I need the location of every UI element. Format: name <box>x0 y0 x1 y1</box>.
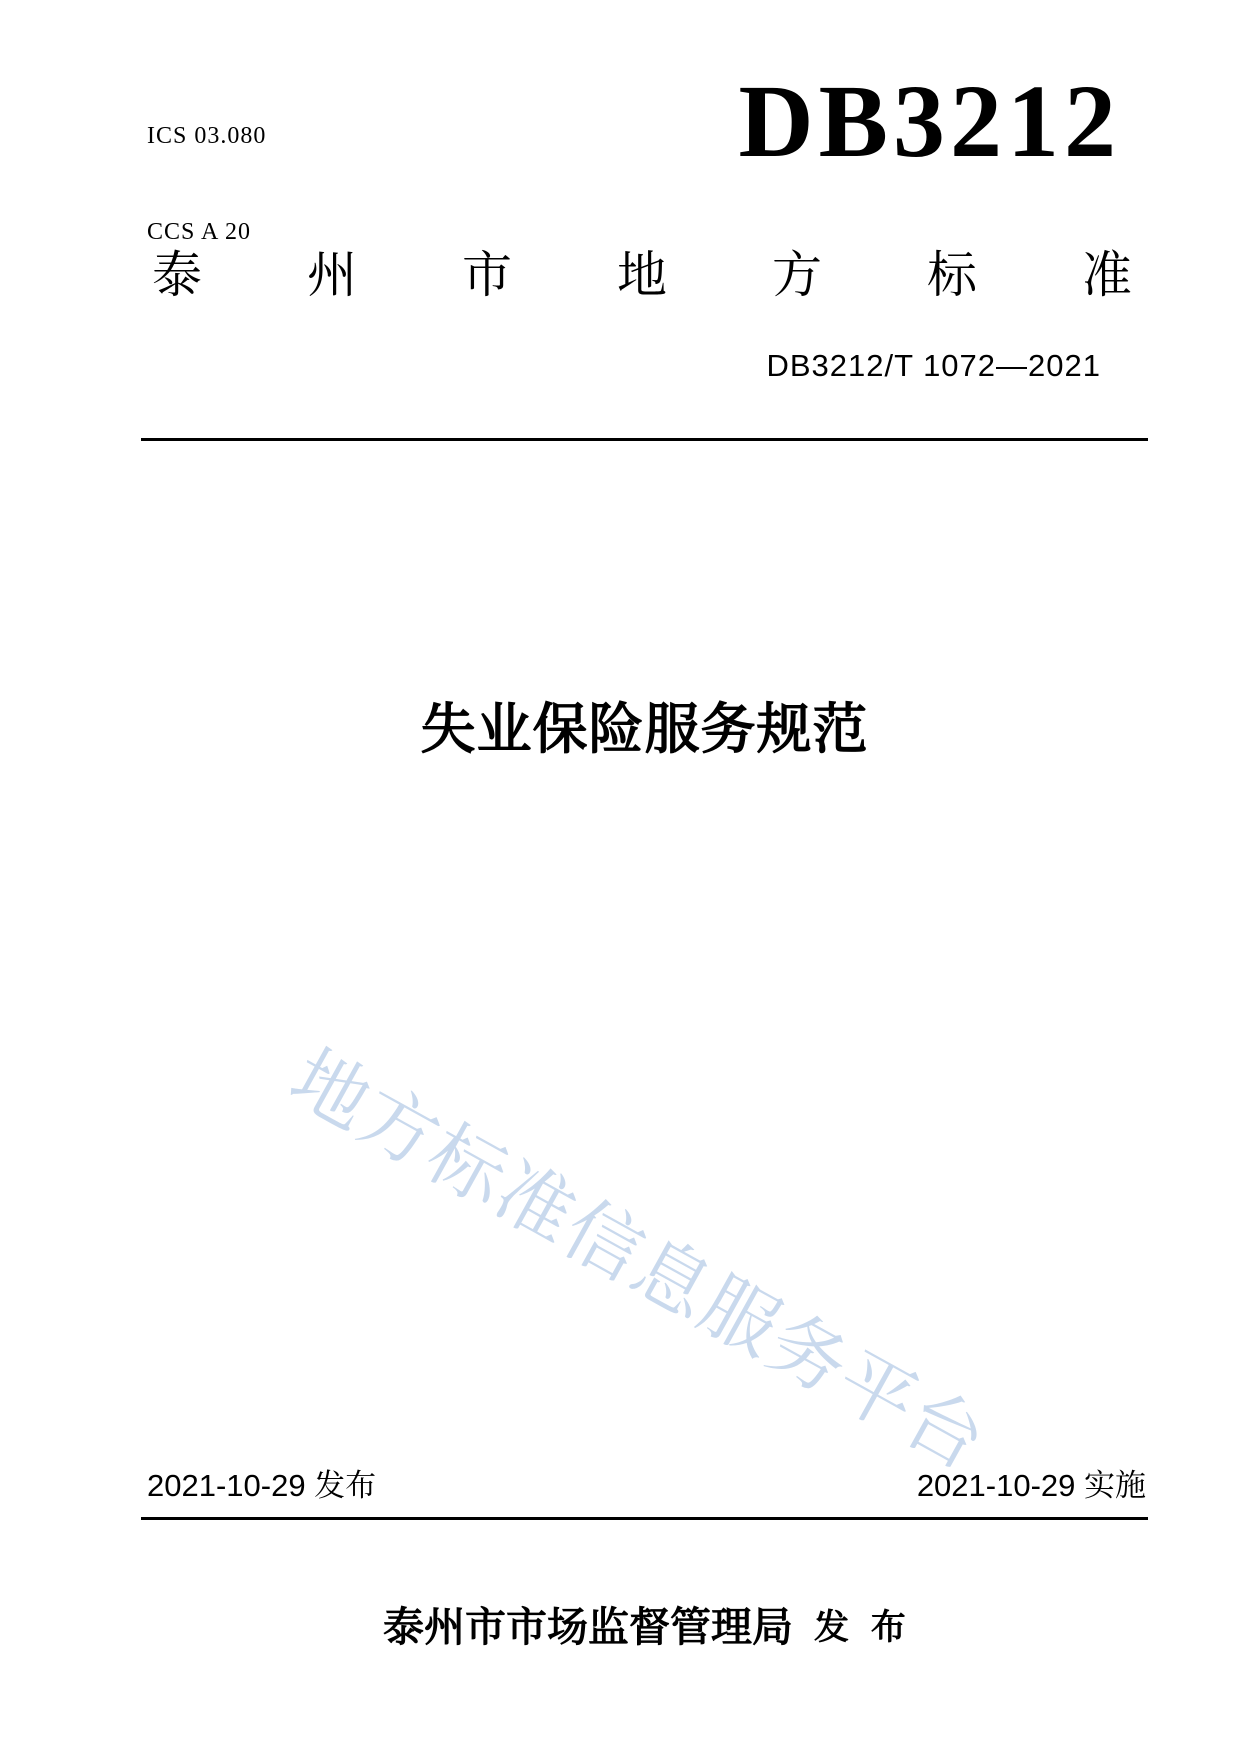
header-divider-line <box>141 438 1148 441</box>
ccs-code: CCS A 20 <box>147 219 252 245</box>
standard-number: DB3212/T 1072—2021 <box>766 348 1101 383</box>
standard-code-large: DB3212 <box>738 64 1121 179</box>
footer-divider-line <box>141 1517 1148 1520</box>
document-title: 失业保险服务规范 <box>420 698 869 760</box>
implementation-date: 2021-10-29 实施 <box>916 1468 1146 1503</box>
issue-date: 2021-10-29 发布 <box>147 1468 377 1503</box>
watermark-text: 地方标准信息服务平台 <box>276 1031 1002 1488</box>
publisher-name: 泰州市市场监督管理局 <box>383 1604 793 1650</box>
publish-label: 发 布 <box>814 1608 912 1647</box>
ics-code: ICS 03.080 <box>147 123 267 149</box>
standard-series-name: 泰州市地方标准 <box>152 247 1237 303</box>
